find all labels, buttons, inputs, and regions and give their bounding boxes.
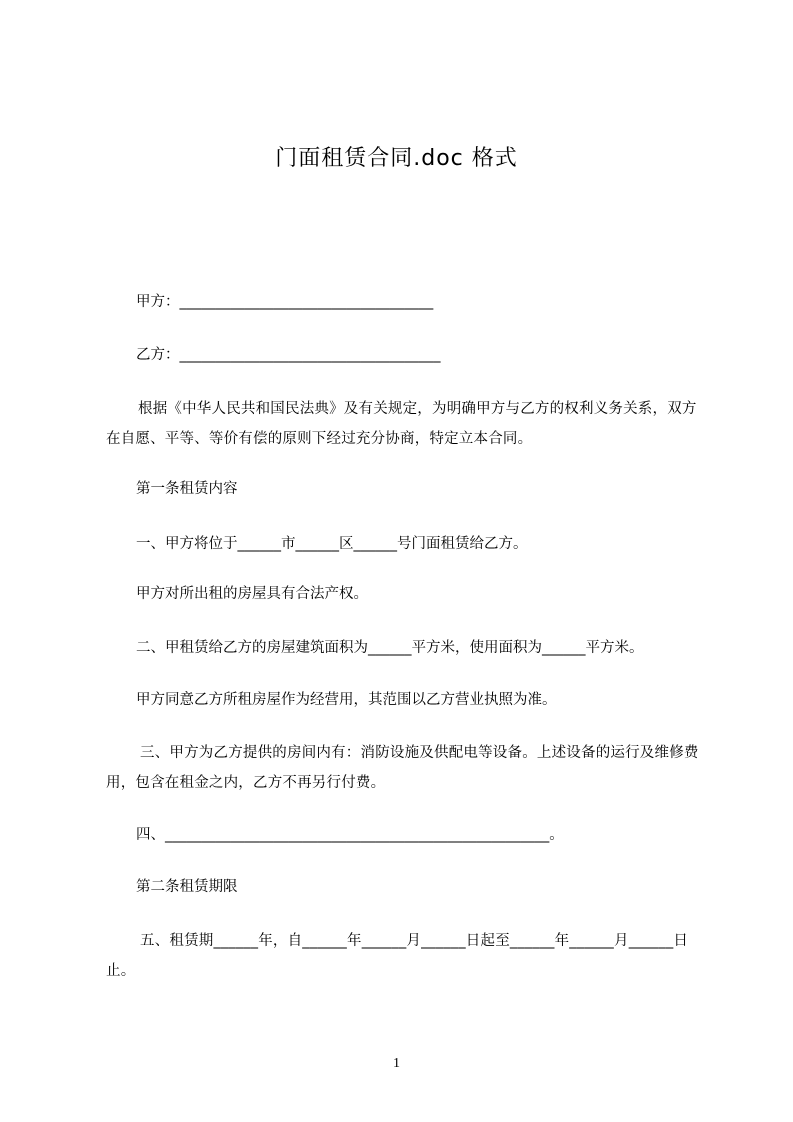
clause-1-note: 甲方对所出租的房屋具有合法产权。: [136, 586, 368, 602]
document-title: 门面租赁合同.doc 格式: [275, 146, 518, 171]
article1-heading: 第一条租赁内容: [136, 481, 238, 497]
clause-2: 二、甲租赁给乙方的房屋建筑面积为______平方米，使用面积为______平方米。: [136, 640, 644, 656]
clause-2-note: 甲方同意乙方所租房屋作为经营用，其范围以乙方营业执照为准。: [136, 692, 557, 708]
clause-3: 三、甲方为乙方提供的房间内有：消防设施及供配电等设备。上述设备的运行及维修费用，包含在租金之内，乙方不再另行付费。: [106, 745, 699, 791]
preamble-paragraph: 根据《中华人民共和国民法典》及有关规定，为明确甲方与乙方的权利义务关系，双方在自愿、平等、等价有偿的原则下经过充分协商，特定立本合同。: [106, 401, 697, 447]
page-number: 1: [393, 1056, 400, 1071]
article2-heading: 第二条租赁期限: [136, 879, 238, 895]
clause-5: 五、租赁期______年，自______年______月______日起至______年______月______日止。: [106, 933, 689, 979]
clause-4: 四、_____________________________________________________。: [136, 827, 564, 843]
clause-1: 一、甲方将位于______市______区______号门面租赁给乙方。: [136, 536, 528, 552]
party-b-line: 乙方：____________________________________: [136, 347, 441, 363]
party-a-line: 甲方：___________________________________: [136, 294, 434, 310]
